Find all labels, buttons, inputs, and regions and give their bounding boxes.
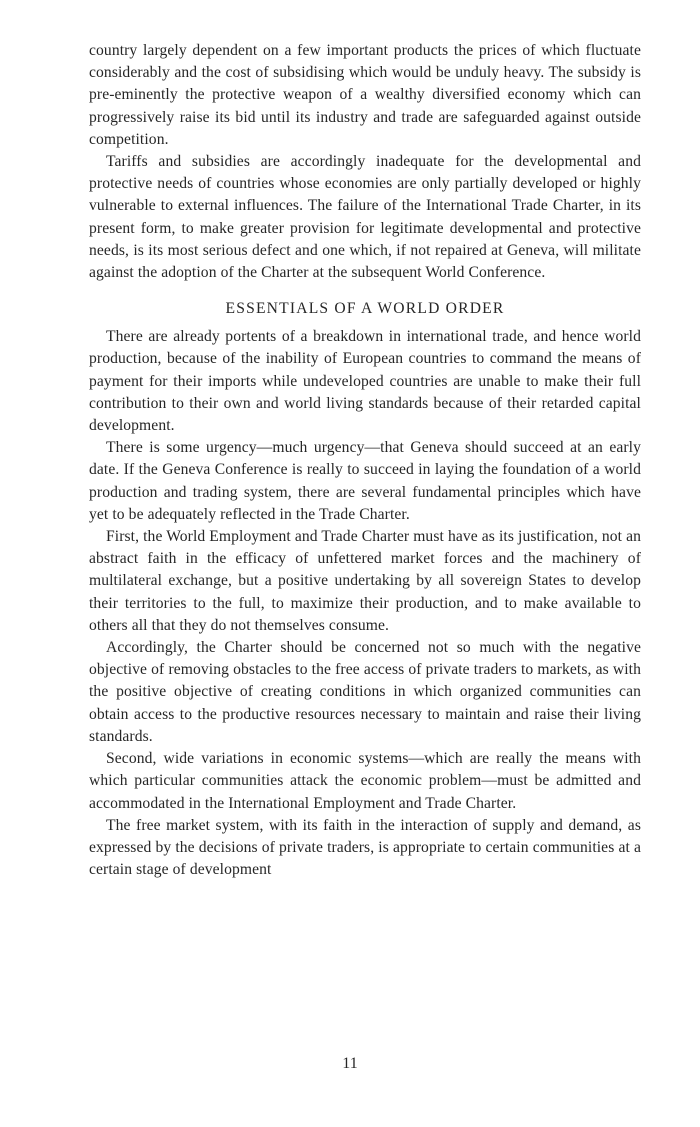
paragraph-portents: There are already portents of a breakdown in international trade, and hence world production, because of the inability of European countries to command the means of payment for their imports while undeveloped countries are unable to make their full contribution to their own and world living standards because of their retarded capital development. xyxy=(89,328,641,435)
paragraph-accordingly: Accordingly, the Charter should be concerned not so much with the negative objective of removing obstacles to the free access of private traders to markets, as with the positive objective of creating conditions in which organized communities can obtain access to the productive resources necessary to maintain and raise their living standards. xyxy=(89,639,641,745)
paragraph-urgency: There is some urgency—much urgency—that Geneva should succeed at an early date. If the Geneva Conference is really to succeed in laying the foundation of a world production and trading system, there are several fundamental principles which have yet to be adequately reflected in the Trade Charter. xyxy=(89,439,641,523)
paragraph-tariffs-subsidies: Tariffs and subsidies are accordingly inadequate for the developmental and protective needs of countries whose economies are only partially developed or highly vulnerable to external influences. The failure of the International Trade Charter, in its present form, to make greater provision for legitimate developmental and protective needs, is its most serious defect and one which, if not repaired at Geneva, will militate against the adoption of the Charter at the subsequent World Conference. xyxy=(89,153,641,282)
paragraph-first-principle: First, the World Employment and Trade Charter must have as its justification, not an abstract faith in the efficacy of unfettered market forces and the machinery of multilateral exchange, but a positive undertaking by all sovereign States to develop their territories to the full, to maximize their production, and to make available to others all that they do not themselves consume. xyxy=(89,528,641,634)
page-number: 11 xyxy=(342,1055,358,1072)
paragraph-free-market: The free market system, with its faith in the interaction of supply and demand, as expressed by the decisions of private traders, is appropriate to certain communities at a certain stage of development xyxy=(89,816,641,879)
paragraph-second-principle: Second, wide variations in economic systems—which are really the means with which particular communities attack the economic problem—must be admitted and accommodated in the International Employment and Trade Charter. xyxy=(89,750,641,812)
paragraph-continuation: country largely dependent on a few important products the prices of which fluctuate considerably and the cost of subsidising which would be unduly heavy. The subsidy is pre-eminently the protective weapon of a wealthy diversified economy which can progressively raise its bid until its industry and trade are safeguarded against outside competition. xyxy=(89,42,641,148)
section-heading: ESSENTIALS OF A WORLD ORDER xyxy=(225,300,505,318)
document-page xyxy=(89,40,641,881)
